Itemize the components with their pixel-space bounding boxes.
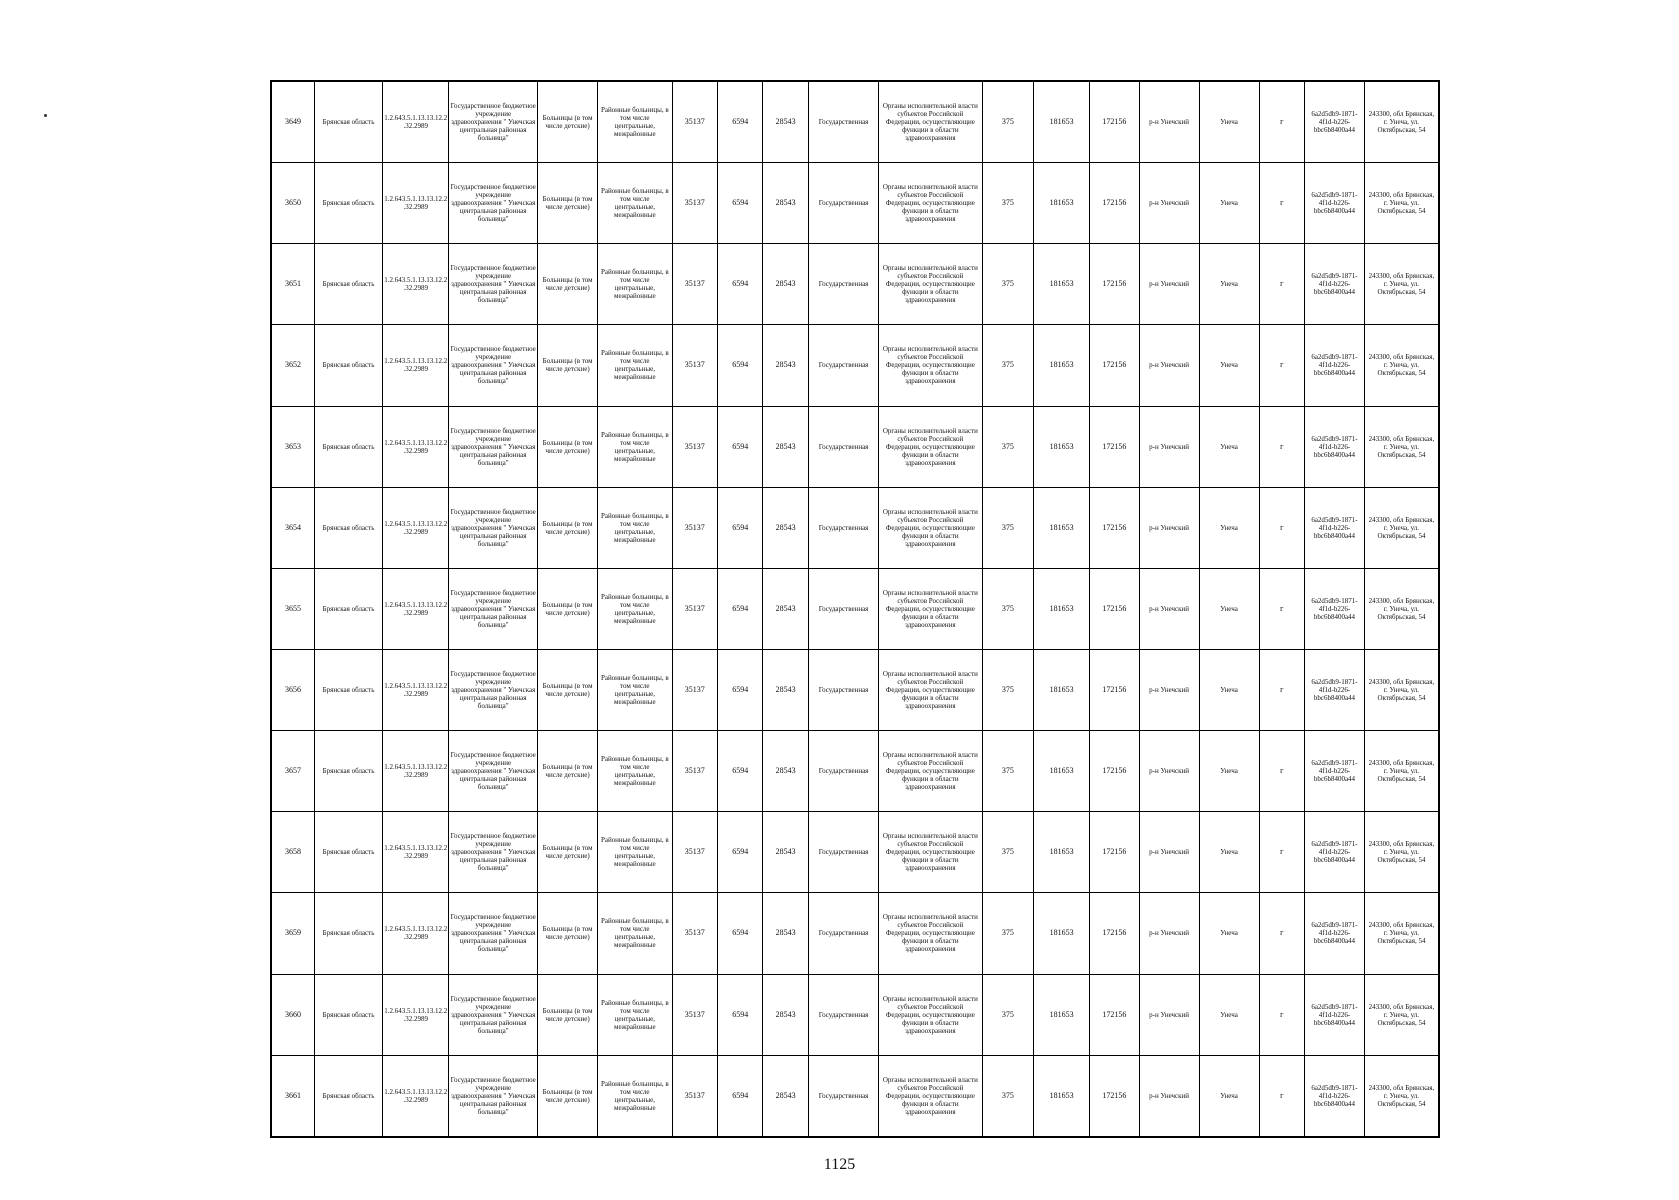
address-cell: 243300, обл Брянская, г. Унеча, ул. Октябрьская, 54	[1364, 244, 1439, 325]
value-5-cell: 181653	[1034, 1055, 1090, 1137]
authority-cell: Органы исполнительной власти субъектов Российской Федерации, осуществляющие функции в области здравоохранения	[879, 974, 982, 1055]
value-4-cell: 375	[982, 81, 1034, 163]
guid-cell: 6a2d5db9-1871-4f1d-b226-bbc6b8400a44	[1304, 487, 1364, 568]
table-row	[271, 731, 1439, 812]
institution-group-cell: Районные больницы, в том числе центральные, межрайонные	[598, 81, 672, 163]
organization-name-cell: Государственное бюджетное учреждение здравоохранения " Унечская центральная районная больница"	[449, 812, 538, 893]
ownership-form-cell: Государственная	[808, 81, 878, 163]
address-cell: 243300, обл Брянская, г. Унеча, ул. Октябрьская, 54	[1364, 812, 1439, 893]
table-row	[271, 974, 1439, 1055]
value-4-cell: 375	[982, 812, 1034, 893]
value-4-cell: 375	[982, 731, 1034, 812]
value-4-cell: 375	[982, 568, 1034, 649]
value-6-cell: 172156	[1090, 568, 1140, 649]
city-cell: Унеча	[1199, 974, 1259, 1055]
authority-cell: Органы исполнительной власти субъектов Российской Федерации, осуществляющие функции в области здравоохранения	[879, 649, 982, 730]
value-5-cell: 181653	[1034, 325, 1090, 406]
ownership-form-cell: Государственная	[808, 649, 878, 730]
settlement-type-cell: г	[1259, 974, 1304, 1055]
address-cell: 243300, обл Брянская, г. Унеча, ул. Октябрьская, 54	[1364, 649, 1439, 730]
ownership-form-cell: Государственная	[808, 244, 878, 325]
value-1-cell: 35137	[672, 649, 717, 730]
region-cell: Брянская область	[314, 974, 382, 1055]
authority-cell: Органы исполнительной власти субъектов Российской Федерации, осуществляющие функции в области здравоохранения	[879, 731, 982, 812]
organization-name-cell: Государственное бюджетное учреждение здравоохранения " Унечская центральная районная больница"	[449, 1055, 538, 1137]
city-cell: Унеча	[1199, 406, 1259, 487]
row-number-cell: 3658	[271, 812, 314, 893]
value-5-cell: 181653	[1034, 244, 1090, 325]
value-5-cell: 181653	[1034, 406, 1090, 487]
institution-type-cell: Больницы (в том числе детские)	[538, 974, 598, 1055]
ownership-form-cell: Государственная	[808, 487, 878, 568]
scan-speck	[44, 114, 47, 117]
value-6-cell: 172156	[1090, 649, 1140, 730]
district-cell: р-н Унечский	[1139, 406, 1199, 487]
oid-code-cell: 1.2.643.5.1.13.13.12.2.32.2989	[383, 649, 449, 730]
value-5-cell: 181653	[1034, 893, 1090, 974]
settlement-type-cell: г	[1259, 893, 1304, 974]
value-1-cell: 35137	[672, 325, 717, 406]
value-2-cell: 6594	[717, 325, 762, 406]
value-3-cell: 28543	[763, 649, 808, 730]
address-cell: 243300, обл Брянская, г. Унеча, ул. Октябрьская, 54	[1364, 731, 1439, 812]
address-cell: 243300, обл Брянская, г. Унеча, ул. Октябрьская, 54	[1364, 487, 1439, 568]
ownership-form-cell: Государственная	[808, 325, 878, 406]
value-3-cell: 28543	[763, 731, 808, 812]
value-2-cell: 6594	[717, 487, 762, 568]
value-1-cell: 35137	[672, 568, 717, 649]
value-6-cell: 172156	[1090, 244, 1140, 325]
settlement-type-cell: г	[1259, 81, 1304, 163]
organization-name-cell: Государственное бюджетное учреждение здравоохранения " Унечская центральная районная больница"	[449, 81, 538, 163]
authority-cell: Органы исполнительной власти субъектов Российской Федерации, осуществляющие функции в области здравоохранения	[879, 163, 982, 244]
region-cell: Брянская область	[314, 731, 382, 812]
value-2-cell: 6594	[717, 1055, 762, 1137]
city-cell: Унеча	[1199, 244, 1259, 325]
address-cell: 243300, обл Брянская, г. Унеча, ул. Октябрьская, 54	[1364, 406, 1439, 487]
row-number-cell: 3652	[271, 325, 314, 406]
authority-cell: Органы исполнительной власти субъектов Российской Федерации, осуществляющие функции в области здравоохранения	[879, 81, 982, 163]
organization-name-cell: Государственное бюджетное учреждение здравоохранения " Унечская центральная районная больница"	[449, 325, 538, 406]
value-1-cell: 35137	[672, 487, 717, 568]
institution-group-cell: Районные больницы, в том числе центральные, межрайонные	[598, 1055, 672, 1137]
page-number: 1125	[823, 1156, 856, 1173]
settlement-type-cell: г	[1259, 568, 1304, 649]
region-cell: Брянская область	[314, 812, 382, 893]
table-row	[271, 163, 1439, 244]
row-number-cell: 3649	[271, 81, 314, 163]
row-number-cell: 3650	[271, 163, 314, 244]
oid-code-cell: 1.2.643.5.1.13.13.12.2.32.2989	[383, 731, 449, 812]
value-5-cell: 181653	[1034, 649, 1090, 730]
value-3-cell: 28543	[763, 81, 808, 163]
oid-code-cell: 1.2.643.5.1.13.13.12.2.32.2989	[383, 812, 449, 893]
institution-group-cell: Районные больницы, в том числе центральные, межрайонные	[598, 487, 672, 568]
ownership-form-cell: Государственная	[808, 731, 878, 812]
institution-type-cell: Больницы (в том числе детские)	[538, 244, 598, 325]
value-4-cell: 375	[982, 406, 1034, 487]
guid-cell: 6a2d5db9-1871-4f1d-b226-bbc6b8400a44	[1304, 244, 1364, 325]
table-row	[271, 568, 1439, 649]
district-cell: р-н Унечский	[1139, 163, 1199, 244]
organization-name-cell: Государственное бюджетное учреждение здравоохранения " Унечская центральная районная больница"	[449, 974, 538, 1055]
value-3-cell: 28543	[763, 325, 808, 406]
region-cell: Брянская область	[314, 487, 382, 568]
institution-type-cell: Больницы (в том числе детские)	[538, 325, 598, 406]
value-3-cell: 28543	[763, 244, 808, 325]
oid-code-cell: 1.2.643.5.1.13.13.12.2.32.2989	[383, 568, 449, 649]
city-cell: Унеча	[1199, 1055, 1259, 1137]
table-row	[271, 325, 1439, 406]
institution-type-cell: Больницы (в том числе детские)	[538, 731, 598, 812]
table-row	[271, 1055, 1439, 1137]
address-cell: 243300, обл Брянская, г. Унеча, ул. Октябрьская, 54	[1364, 81, 1439, 163]
value-3-cell: 28543	[763, 812, 808, 893]
institution-group-cell: Районные больницы, в том числе центральные, межрайонные	[598, 406, 672, 487]
ownership-form-cell: Государственная	[808, 406, 878, 487]
district-cell: р-н Унечский	[1139, 731, 1199, 812]
guid-cell: 6a2d5db9-1871-4f1d-b226-bbc6b8400a44	[1304, 1055, 1364, 1137]
ownership-form-cell: Государственная	[808, 812, 878, 893]
oid-code-cell: 1.2.643.5.1.13.13.12.2.32.2989	[383, 244, 449, 325]
row-number-cell: 3654	[271, 487, 314, 568]
city-cell: Унеча	[1199, 81, 1259, 163]
guid-cell: 6a2d5db9-1871-4f1d-b226-bbc6b8400a44	[1304, 406, 1364, 487]
row-number-cell: 3655	[271, 568, 314, 649]
oid-code-cell: 1.2.643.5.1.13.13.12.2.32.2989	[383, 974, 449, 1055]
value-1-cell: 35137	[672, 974, 717, 1055]
value-5-cell: 181653	[1034, 163, 1090, 244]
value-3-cell: 28543	[763, 1055, 808, 1137]
value-1-cell: 35137	[672, 406, 717, 487]
oid-code-cell: 1.2.643.5.1.13.13.12.2.32.2989	[383, 1055, 449, 1137]
institution-group-cell: Районные больницы, в том числе центральные, межрайонные	[598, 649, 672, 730]
district-cell: р-н Унечский	[1139, 812, 1199, 893]
value-4-cell: 375	[982, 649, 1034, 730]
value-4-cell: 375	[982, 163, 1034, 244]
city-cell: Унеча	[1199, 325, 1259, 406]
institution-type-cell: Больницы (в том числе детские)	[538, 1055, 598, 1137]
table-row	[271, 649, 1439, 730]
city-cell: Унеча	[1199, 731, 1259, 812]
value-6-cell: 172156	[1090, 163, 1140, 244]
organization-name-cell: Государственное бюджетное учреждение здравоохранения " Унечская центральная районная больница"	[449, 244, 538, 325]
address-cell: 243300, обл Брянская, г. Унеча, ул. Октябрьская, 54	[1364, 974, 1439, 1055]
value-4-cell: 375	[982, 893, 1034, 974]
value-5-cell: 181653	[1034, 812, 1090, 893]
city-cell: Унеча	[1199, 649, 1259, 730]
oid-code-cell: 1.2.643.5.1.13.13.12.2.32.2989	[383, 893, 449, 974]
value-4-cell: 375	[982, 244, 1034, 325]
region-cell: Брянская область	[314, 1055, 382, 1137]
value-6-cell: 172156	[1090, 81, 1140, 163]
table-row	[271, 812, 1439, 893]
organization-name-cell: Государственное бюджетное учреждение здравоохранения " Унечская центральная районная больница"	[449, 406, 538, 487]
institution-type-cell: Больницы (в том числе детские)	[538, 81, 598, 163]
guid-cell: 6a2d5db9-1871-4f1d-b226-bbc6b8400a44	[1304, 812, 1364, 893]
region-cell: Брянская область	[314, 568, 382, 649]
value-4-cell: 375	[982, 1055, 1034, 1137]
institution-group-cell: Районные больницы, в том числе центральные, межрайонные	[598, 325, 672, 406]
value-6-cell: 172156	[1090, 974, 1140, 1055]
value-6-cell: 172156	[1090, 893, 1140, 974]
ownership-form-cell: Государственная	[808, 974, 878, 1055]
institution-type-cell: Больницы (в том числе детские)	[538, 649, 598, 730]
value-1-cell: 35137	[672, 244, 717, 325]
value-2-cell: 6594	[717, 81, 762, 163]
authority-cell: Органы исполнительной власти субъектов Российской Федерации, осуществляющие функции в области здравоохранения	[879, 812, 982, 893]
settlement-type-cell: г	[1259, 163, 1304, 244]
settlement-type-cell: г	[1259, 244, 1304, 325]
institution-type-cell: Больницы (в том числе детские)	[538, 893, 598, 974]
table-row	[271, 893, 1439, 974]
value-6-cell: 172156	[1090, 487, 1140, 568]
value-1-cell: 35137	[672, 1055, 717, 1137]
ownership-form-cell: Государственная	[808, 1055, 878, 1137]
institution-type-cell: Больницы (в том числе детские)	[538, 487, 598, 568]
address-cell: 243300, обл Брянская, г. Унеча, ул. Октябрьская, 54	[1364, 893, 1439, 974]
settlement-type-cell: г	[1259, 1055, 1304, 1137]
guid-cell: 6a2d5db9-1871-4f1d-b226-bbc6b8400a44	[1304, 81, 1364, 163]
table-body	[271, 81, 1439, 1137]
value-6-cell: 172156	[1090, 731, 1140, 812]
value-1-cell: 35137	[672, 731, 717, 812]
value-5-cell: 181653	[1034, 568, 1090, 649]
settlement-type-cell: г	[1259, 812, 1304, 893]
value-6-cell: 172156	[1090, 1055, 1140, 1137]
district-cell: р-н Унечский	[1139, 81, 1199, 163]
authority-cell: Органы исполнительной власти субъектов Российской Федерации, осуществляющие функции в области здравоохранения	[879, 1055, 982, 1137]
city-cell: Унеча	[1199, 487, 1259, 568]
value-3-cell: 28543	[763, 406, 808, 487]
row-number-cell: 3659	[271, 893, 314, 974]
value-6-cell: 172156	[1090, 812, 1140, 893]
district-cell: р-н Унечский	[1139, 893, 1199, 974]
institution-type-cell: Больницы (в том числе детские)	[538, 406, 598, 487]
authority-cell: Органы исполнительной власти субъектов Российской Федерации, осуществляющие функции в области здравоохранения	[879, 487, 982, 568]
city-cell: Унеча	[1199, 893, 1259, 974]
value-2-cell: 6594	[717, 406, 762, 487]
guid-cell: 6a2d5db9-1871-4f1d-b226-bbc6b8400a44	[1304, 731, 1364, 812]
value-6-cell: 172156	[1090, 406, 1140, 487]
oid-code-cell: 1.2.643.5.1.13.13.12.2.32.2989	[383, 487, 449, 568]
authority-cell: Органы исполнительной власти субъектов Российской Федерации, осуществляющие функции в области здравоохранения	[879, 568, 982, 649]
authority-cell: Органы исполнительной власти субъектов Российской Федерации, осуществляющие функции в области здравоохранения	[879, 325, 982, 406]
table-row	[271, 81, 1439, 163]
value-2-cell: 6594	[717, 649, 762, 730]
oid-code-cell: 1.2.643.5.1.13.13.12.2.32.2989	[383, 163, 449, 244]
registry-table	[270, 80, 1440, 1138]
organization-name-cell: Государственное бюджетное учреждение здравоохранения " Унечская центральная районная больница"	[449, 893, 538, 974]
value-3-cell: 28543	[763, 487, 808, 568]
guid-cell: 6a2d5db9-1871-4f1d-b226-bbc6b8400a44	[1304, 325, 1364, 406]
institution-group-cell: Районные больницы, в том числе центральные, межрайонные	[598, 974, 672, 1055]
organization-name-cell: Государственное бюджетное учреждение здравоохранения " Унечская центральная районная больница"	[449, 487, 538, 568]
region-cell: Брянская область	[314, 244, 382, 325]
guid-cell: 6a2d5db9-1871-4f1d-b226-bbc6b8400a44	[1304, 974, 1364, 1055]
value-5-cell: 181653	[1034, 487, 1090, 568]
institution-type-cell: Больницы (в том числе детские)	[538, 568, 598, 649]
guid-cell: 6a2d5db9-1871-4f1d-b226-bbc6b8400a44	[1304, 649, 1364, 730]
address-cell: 243300, обл Брянская, г. Унеча, ул. Октябрьская, 54	[1364, 568, 1439, 649]
region-cell: Брянская область	[314, 163, 382, 244]
table-row	[271, 406, 1439, 487]
settlement-type-cell: г	[1259, 649, 1304, 730]
authority-cell: Органы исполнительной власти субъектов Российской Федерации, осуществляющие функции в области здравоохранения	[879, 244, 982, 325]
row-number-cell: 3653	[271, 406, 314, 487]
value-3-cell: 28543	[763, 163, 808, 244]
settlement-type-cell: г	[1259, 487, 1304, 568]
city-cell: Унеча	[1199, 568, 1259, 649]
organization-name-cell: Государственное бюджетное учреждение здравоохранения " Унечская центральная районная больница"	[449, 568, 538, 649]
institution-type-cell: Больницы (в том числе детские)	[538, 812, 598, 893]
institution-group-cell: Районные больницы, в том числе центральные, межрайонные	[598, 568, 672, 649]
region-cell: Брянская область	[314, 893, 382, 974]
row-number-cell: 3661	[271, 1055, 314, 1137]
institution-group-cell: Районные больницы, в том числе центральные, межрайонные	[598, 731, 672, 812]
row-number-cell: 3660	[271, 974, 314, 1055]
value-2-cell: 6594	[717, 244, 762, 325]
region-cell: Брянская область	[314, 406, 382, 487]
table-row	[271, 244, 1439, 325]
value-1-cell: 35137	[672, 812, 717, 893]
value-2-cell: 6594	[717, 163, 762, 244]
oid-code-cell: 1.2.643.5.1.13.13.12.2.32.2989	[383, 406, 449, 487]
value-1-cell: 35137	[672, 893, 717, 974]
value-2-cell: 6594	[717, 568, 762, 649]
organization-name-cell: Государственное бюджетное учреждение здравоохранения " Унечская центральная районная больница"	[449, 163, 538, 244]
ownership-form-cell: Государственная	[808, 568, 878, 649]
authority-cell: Органы исполнительной власти субъектов Российской Федерации, осуществляющие функции в области здравоохранения	[879, 406, 982, 487]
value-3-cell: 28543	[763, 974, 808, 1055]
guid-cell: 6a2d5db9-1871-4f1d-b226-bbc6b8400a44	[1304, 568, 1364, 649]
institution-group-cell: Районные больницы, в том числе центральные, межрайонные	[598, 812, 672, 893]
value-4-cell: 375	[982, 325, 1034, 406]
district-cell: р-н Унечский	[1139, 325, 1199, 406]
settlement-type-cell: г	[1259, 406, 1304, 487]
ownership-form-cell: Государственная	[808, 893, 878, 974]
district-cell: р-н Унечский	[1139, 974, 1199, 1055]
value-2-cell: 6594	[717, 731, 762, 812]
table-row	[271, 487, 1439, 568]
value-5-cell: 181653	[1034, 731, 1090, 812]
ownership-form-cell: Государственная	[808, 163, 878, 244]
value-2-cell: 6594	[717, 893, 762, 974]
district-cell: р-н Унечский	[1139, 487, 1199, 568]
row-number-cell: 3657	[271, 731, 314, 812]
value-4-cell: 375	[982, 487, 1034, 568]
settlement-type-cell: г	[1259, 731, 1304, 812]
value-1-cell: 35137	[672, 81, 717, 163]
region-cell: Брянская область	[314, 81, 382, 163]
value-3-cell: 28543	[763, 893, 808, 974]
institution-group-cell: Районные больницы, в том числе центральные, межрайонные	[598, 893, 672, 974]
institution-group-cell: Районные больницы, в том числе центральные, межрайонные	[598, 244, 672, 325]
authority-cell: Органы исполнительной власти субъектов Российской Федерации, осуществляющие функции в области здравоохранения	[879, 893, 982, 974]
institution-type-cell: Больницы (в том числе детские)	[538, 163, 598, 244]
institution-group-cell: Районные больницы, в том числе центральные, межрайонные	[598, 163, 672, 244]
address-cell: 243300, обл Брянская, г. Унеча, ул. Октябрьская, 54	[1364, 1055, 1439, 1137]
value-4-cell: 375	[982, 974, 1034, 1055]
city-cell: Унеча	[1199, 163, 1259, 244]
district-cell: р-н Унечский	[1139, 568, 1199, 649]
organization-name-cell: Государственное бюджетное учреждение здравоохранения " Унечская центральная районная больница"	[449, 731, 538, 812]
value-5-cell: 181653	[1034, 81, 1090, 163]
value-2-cell: 6594	[717, 812, 762, 893]
region-cell: Брянская область	[314, 325, 382, 406]
value-1-cell: 35137	[672, 163, 717, 244]
row-number-cell: 3651	[271, 244, 314, 325]
district-cell: р-н Унечский	[1139, 649, 1199, 730]
district-cell: р-н Унечский	[1139, 1055, 1199, 1137]
settlement-type-cell: г	[1259, 325, 1304, 406]
value-3-cell: 28543	[763, 568, 808, 649]
organization-name-cell: Государственное бюджетное учреждение здравоохранения " Унечская центральная районная больница"	[449, 649, 538, 730]
region-cell: Брянская область	[314, 649, 382, 730]
district-cell: р-н Унечский	[1139, 244, 1199, 325]
value-6-cell: 172156	[1090, 325, 1140, 406]
value-5-cell: 181653	[1034, 974, 1090, 1055]
guid-cell: 6a2d5db9-1871-4f1d-b226-bbc6b8400a44	[1304, 893, 1364, 974]
oid-code-cell: 1.2.643.5.1.13.13.12.2.32.2989	[383, 81, 449, 163]
city-cell: Унеча	[1199, 812, 1259, 893]
guid-cell: 6a2d5db9-1871-4f1d-b226-bbc6b8400a44	[1304, 163, 1364, 244]
row-number-cell: 3656	[271, 649, 314, 730]
address-cell: 243300, обл Брянская, г. Унеча, ул. Октябрьская, 54	[1364, 163, 1439, 244]
value-2-cell: 6594	[717, 974, 762, 1055]
address-cell: 243300, обл Брянская, г. Унеча, ул. Октябрьская, 54	[1364, 325, 1439, 406]
oid-code-cell: 1.2.643.5.1.13.13.12.2.32.2989	[383, 325, 449, 406]
